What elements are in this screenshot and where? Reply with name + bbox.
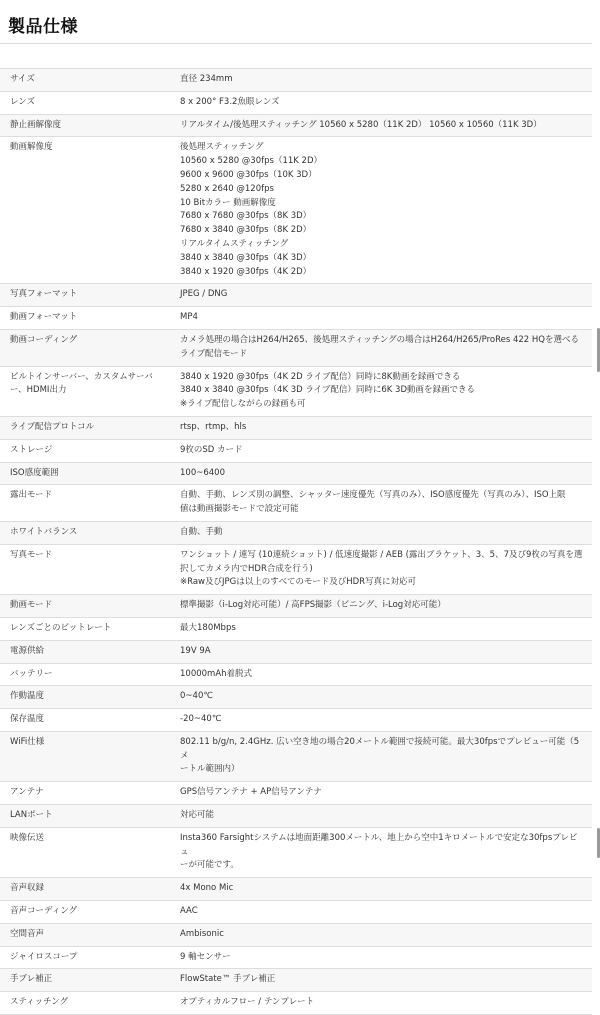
spec-row [0, 878, 592, 901]
spec-value-line: AAC [180, 906, 198, 917]
spec-value-line: ※ライブ配信しながらの録画も可 [180, 399, 306, 410]
page-title: 製品仕様 [8, 17, 78, 37]
spec-value-line: 後処理スティッチング [180, 142, 264, 153]
spec-label: 空間音声 [10, 928, 45, 939]
spec-row [0, 595, 592, 618]
spec-value-line: 対応可能 [180, 810, 215, 821]
spec-value-line: 択してカメラ内でHDR合成を行う) [180, 563, 313, 574]
spec-value-line: リアルタイム/後処理スティッチング 10560 x 5280（11K 2D） 10560 x 10560（11K 3D） [180, 119, 542, 130]
spec-value-line: 7680 x 7680 @30fps（8K 3D） [180, 211, 312, 222]
spec-row [0, 969, 592, 992]
spec-label: ビルトインサーバー、カスタムサーバー、HDMI出力 [10, 371, 153, 396]
spec-row [0, 924, 592, 947]
spec-value-line: 3840 x 1920 @30fps（4K 2D ライブ配信）同時に8K動画を録画できる [180, 371, 461, 382]
spec-row [0, 440, 592, 463]
spec-label: 動画フォーマット [10, 312, 78, 323]
spec-value [166, 330, 592, 366]
spec-value-line: 10 Bitカラー 動画解像度 [180, 197, 276, 208]
spec-value-line: 自動、手動、レンズ別の調整、シャッター速度優先（写真のみ）、ISO感度優先（写真のみ）、ISO上限 [180, 490, 566, 501]
spec-label: 音声収録 [10, 883, 45, 894]
spec-row [0, 709, 592, 732]
spec-value [166, 641, 592, 663]
spec-label: 写真モード [10, 549, 53, 560]
spec-value [166, 417, 592, 439]
spec-value-line: 値は動画撮影モードで設定可能 [180, 504, 299, 515]
spec-value-line: 5280 x 2640 @120fps [180, 183, 274, 194]
spec-value-line: 3840 x 3840 @30fps（4K 3D） [180, 252, 312, 263]
spec-value [166, 367, 592, 416]
spec-row [0, 664, 592, 687]
spec-label: ストレージ [10, 444, 53, 455]
spec-value-line: 直径 234mm [180, 74, 233, 84]
spec-row [0, 92, 592, 115]
spec-row [0, 330, 592, 367]
spec-row [0, 417, 592, 440]
spec-label: 音声コーディング [10, 906, 78, 917]
spec-value-line: 9600 x 9600 @30fps（10K 3D） [180, 169, 317, 180]
spec-value [166, 805, 592, 827]
spec-value-line: 802.11 b/g/n, 2.4GHz. 広い空き地の場合20メートル範囲で接続可能。最大30fpsでプレビュー可能（5メ [180, 736, 580, 761]
spec-value [166, 732, 592, 781]
spec-value [166, 709, 592, 731]
spec-value-line: ーが可能です。 [180, 860, 239, 871]
spec-label: 動画コーディング [10, 334, 78, 345]
spec-value [166, 307, 592, 329]
spec-value [166, 878, 592, 900]
spec-value-line: Insta360 Farsightシステムは地面距離300メートル、地上から空中1キロメートルで安定な30fpsプレビュ [180, 832, 578, 857]
spec-value [166, 924, 592, 946]
spec-label: スティッチング [10, 997, 69, 1008]
spec-value-line: ライブ配信モード [180, 348, 248, 359]
spec-value-line: 10560 x 5280 @30fps（11K 2D） [180, 156, 322, 167]
spec-value [166, 92, 592, 114]
spec-label: ホワイトバランス [10, 526, 78, 537]
spec-value-line: 19V 9A [180, 645, 211, 656]
spec-row [0, 522, 592, 545]
spec-value [166, 284, 592, 306]
spec-label: 保存温度 [10, 714, 45, 725]
spec-row [0, 805, 592, 828]
spec-value [166, 901, 592, 923]
spec-label: 作動温度 [10, 691, 45, 702]
spec-value [166, 992, 592, 1014]
spec-row [0, 686, 592, 709]
spec-row [0, 137, 592, 284]
spec-row [0, 641, 592, 664]
spec-value [166, 947, 592, 969]
spec-row [0, 69, 592, 92]
spec-value-line: rtsp、rtmp、hls [180, 421, 247, 432]
spec-row [0, 828, 592, 878]
spec-value-line: カメラ処理の場合はH264/H265、後処理スティッチングの場合はH264/H265/ProRes 422 HQを選べる [180, 334, 579, 345]
spec-row [0, 485, 592, 522]
title-divider [0, 43, 592, 44]
spec-value [166, 69, 592, 91]
spec-label: レンズごとのビットレート [10, 622, 112, 633]
spec-value-line: GPS信号アンテナ + AP信号アンテナ [180, 787, 322, 798]
spec-value-line: ートル範囲内） [180, 764, 240, 775]
spec-value-line: 10000mAh着脱式 [180, 668, 253, 679]
spec-table [0, 68, 592, 1015]
spec-value-line: 9 軸センサー [180, 951, 231, 962]
spec-value-line: 100~6400 [180, 467, 225, 478]
spec-row [0, 782, 592, 805]
spec-value-line: -20~40℃ [180, 714, 222, 725]
spec-row [0, 307, 592, 330]
spec-label: アンテナ [10, 787, 44, 798]
spec-label: 電源供給 [10, 645, 45, 656]
spec-row [0, 901, 592, 924]
spec-row [0, 732, 592, 782]
spec-value [166, 463, 592, 485]
spec-value-line: 3840 x 1920 @30fps（4K 2D） [180, 266, 312, 277]
spec-label: 動画解像度 [10, 142, 53, 153]
spec-label: 動画モード [10, 600, 53, 611]
spec-label: 露出モード [10, 490, 53, 501]
spec-value [166, 115, 592, 137]
spec-value [166, 545, 592, 594]
spec-value-line: 標準撮影（i-Log対応可能）/ 高FPS撮影（ビニング、i-Log対応可能） [180, 600, 446, 611]
spec-value [166, 440, 592, 462]
spec-label: WiFi仕様 [10, 736, 45, 747]
spec-label: 手ブレ補正 [10, 974, 53, 985]
spec-value-line: Ambisonic [180, 928, 224, 939]
spec-value-line: ワンショット / 連写 (10連続ショット) / 低速度撮影 / AEB (露出ブラケット、3、5、7及び9枚の写真を選 [180, 549, 583, 560]
spec-label: 静止画解像度 [10, 119, 62, 130]
spec-value [166, 828, 592, 877]
spec-value-line: 最大180Mbps [180, 622, 236, 633]
spec-value [166, 664, 592, 686]
spec-label: レンズ [10, 96, 36, 107]
spec-value [166, 969, 592, 991]
spec-value [166, 782, 592, 804]
spec-value [166, 485, 592, 521]
spec-value-line: 3840 x 3840 @30fps（4K 3D ライブ配信）同時に6K 3D動画を録画できる [180, 385, 475, 396]
spec-value-line: 8 x 200° F3.2魚眼レンズ [180, 96, 280, 107]
spec-value-line: リアルタイムスティッチング [180, 238, 289, 249]
spec-value-line: 7680 x 3840 @30fps（8K 2D） [180, 225, 312, 236]
spec-label: サイズ [10, 74, 35, 84]
spec-value-line: MP4 [180, 312, 198, 323]
spec-value [166, 618, 592, 640]
spec-value-line: 9枚のSD カード [180, 444, 243, 455]
spec-label: ISO感度範囲 [10, 467, 59, 478]
spec-label: 写真フォーマット [10, 289, 78, 300]
spec-value-line: 4x Mono Mic [180, 883, 234, 894]
spec-value-line: 自動、手動 [180, 526, 223, 537]
spec-row [0, 947, 592, 970]
spec-row [0, 463, 592, 486]
spec-value [166, 137, 592, 283]
spec-value-line: FlowState™ 手ブレ補正 [180, 974, 276, 985]
spec-row [0, 992, 592, 1015]
spec-label: 映像伝送 [10, 832, 45, 843]
spec-row [0, 545, 592, 595]
spec-row [0, 115, 592, 138]
spec-label: ライブ配信プロトコル [10, 421, 95, 432]
spec-value-line: オプティカルフロー / テンプレート [180, 997, 315, 1008]
spec-label: バッテリー [10, 668, 53, 679]
spec-row [0, 284, 592, 307]
spec-value-line: ※Raw及びJPGは以上のすべてのモード及びHDR写真に対応可 [180, 577, 417, 588]
spec-label: LANポート [10, 810, 53, 821]
spec-label: ジャイロスコープ [10, 951, 78, 962]
spec-value-line: 0~40℃ [180, 691, 213, 702]
spec-row [0, 618, 592, 641]
spec-value-line: JPEG / DNG [180, 289, 228, 300]
spec-value [166, 522, 592, 544]
spec-row [0, 367, 592, 417]
spec-value [166, 595, 592, 617]
spec-value [166, 686, 592, 708]
